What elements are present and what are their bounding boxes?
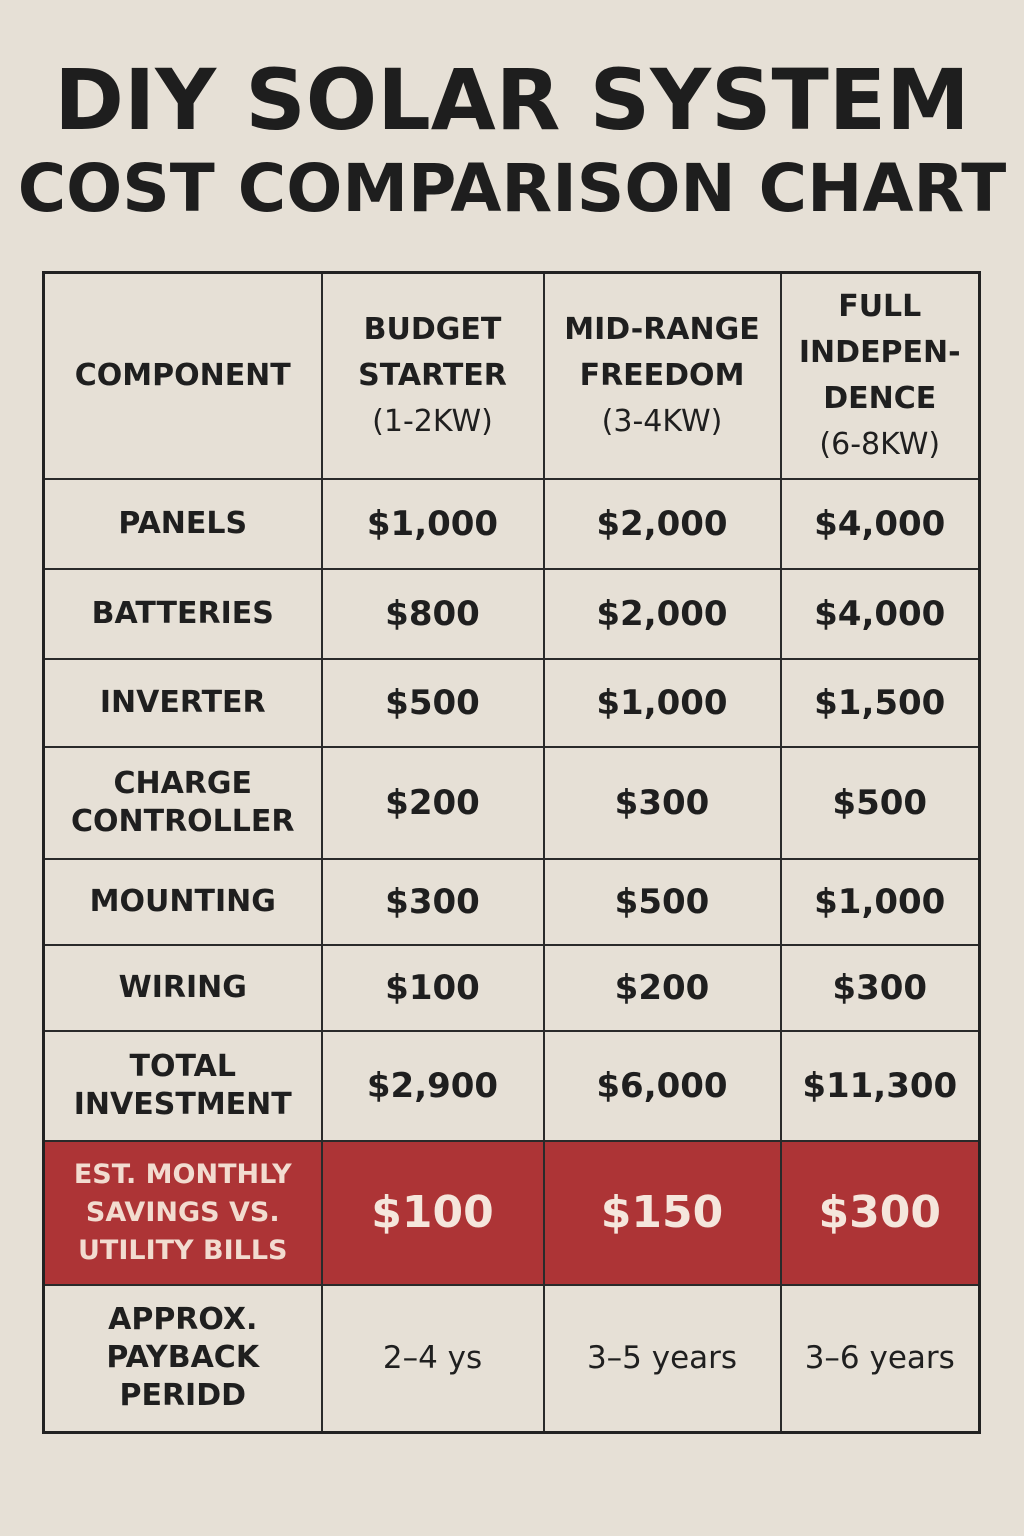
component-label-line: INVESTMENT	[73, 1086, 292, 1122]
component-label-line: MOUNTING	[89, 883, 276, 919]
table-row-inverter	[44, 659, 980, 747]
value-cell-mid-range-freedom: $2,000	[544, 569, 781, 659]
component-label-line: PAYBACK	[106, 1340, 260, 1376]
header-line: (6-8KW)	[819, 426, 941, 462]
cost-comparison-table	[42, 271, 981, 1434]
value-cell-full-independence: $4,000	[781, 479, 980, 569]
component-label-line: TOTAL	[129, 1048, 236, 1084]
value-cell-mid-range-freedom: $200	[544, 945, 781, 1031]
value-cell-full-independence: 3–6 years	[781, 1285, 980, 1433]
value-cell-budget-starter: $100	[322, 945, 544, 1031]
value-cell-mid-range-freedom: $300	[544, 747, 781, 859]
header-line: MID-RANGE	[564, 311, 760, 347]
table-row-total-investment	[44, 1031, 980, 1141]
header-line: DENCE	[823, 380, 937, 416]
value-cell-budget-starter: $800	[322, 569, 544, 659]
value-cell-budget-starter: $100	[322, 1141, 544, 1285]
component-cell	[44, 945, 322, 1031]
value-cell-mid-range-freedom: $6,000	[544, 1031, 781, 1141]
value-cell-budget-starter: $2,900	[322, 1031, 544, 1141]
header-line: BUDGET	[363, 311, 502, 347]
component-label-line: WIRING	[118, 969, 247, 1005]
header-line: (3-4KW)	[601, 403, 723, 439]
component-label-line: INVERTER	[99, 684, 266, 720]
component-cell	[44, 859, 322, 945]
table-row-charge-controller	[44, 747, 980, 859]
component-label-line: BATTERIES	[91, 595, 274, 631]
table-row-wiring	[44, 945, 980, 1031]
header-line: (1-2KW)	[372, 403, 493, 439]
table-row-batteries	[44, 569, 980, 659]
value-cell-mid-range-freedom: $2,000	[544, 479, 781, 569]
table-body	[44, 273, 980, 1433]
component-cell	[44, 1141, 322, 1285]
value-cell-mid-range-freedom: $500	[544, 859, 781, 945]
value-cell-budget-starter: $200	[322, 747, 544, 859]
component-label-line: CHARGE	[113, 765, 253, 801]
value-cell-full-independence: $1,500	[781, 659, 980, 747]
component-cell	[44, 479, 322, 569]
component-label-line: PERIDD	[119, 1378, 247, 1414]
component-cell	[44, 659, 322, 747]
component-cell	[44, 1285, 322, 1433]
value-cell-full-independence: $500	[781, 747, 980, 859]
header-line: FREEDOM	[579, 357, 745, 393]
table-row-mounting	[44, 859, 980, 945]
value-cell-budget-starter: 2–4 ys	[322, 1285, 544, 1433]
value-cell-full-independence: $1,000	[781, 859, 980, 945]
component-cell	[44, 569, 322, 659]
value-cell-budget-starter: $300	[322, 859, 544, 945]
value-cell-mid-range-freedom: $1,000	[544, 659, 781, 747]
value-cell-mid-range-freedom: 3–5 years	[544, 1285, 781, 1433]
component-label-line: CONTROLLER	[70, 803, 295, 839]
value-cell-mid-range-freedom: $150	[544, 1141, 781, 1285]
header-row	[44, 273, 980, 479]
column-header-component	[44, 273, 322, 479]
header-line: FULL	[838, 288, 922, 324]
header-line: STARTER	[358, 357, 507, 393]
header-line: COMPONENT	[74, 357, 291, 393]
chart-title-line-1: DIY SOLAR SYSTEM	[54, 51, 970, 149]
value-cell-full-independence: $300	[781, 1141, 980, 1285]
column-header-mid-range-freedom	[544, 273, 781, 479]
column-header-budget-starter	[322, 273, 544, 479]
table-row-panels	[44, 479, 980, 569]
component-label-line: EST. MONTHLY	[73, 1158, 292, 1190]
value-cell-full-independence: $300	[781, 945, 980, 1031]
value-cell-full-independence: $11,300	[781, 1031, 980, 1141]
value-cell-full-independence: $4,000	[781, 569, 980, 659]
component-label-line: APPROX.	[108, 1302, 258, 1338]
component-cell	[44, 1031, 322, 1141]
component-label-line: UTILITY BILLS	[78, 1234, 288, 1266]
table-row-payback-period	[44, 1285, 980, 1433]
table-row-monthly-savings	[44, 1141, 980, 1285]
value-cell-budget-starter: $1,000	[322, 479, 544, 569]
value-cell-budget-starter: $500	[322, 659, 544, 747]
component-cell	[44, 747, 322, 859]
component-label-line: SAVINGS VS.	[85, 1196, 280, 1228]
header-line: INDEPEN-	[798, 334, 961, 370]
component-label-line: PANELS	[118, 505, 248, 541]
chart-title-line-2: COST COMPARISON CHART	[17, 150, 1007, 227]
column-header-full-independence	[781, 273, 980, 479]
